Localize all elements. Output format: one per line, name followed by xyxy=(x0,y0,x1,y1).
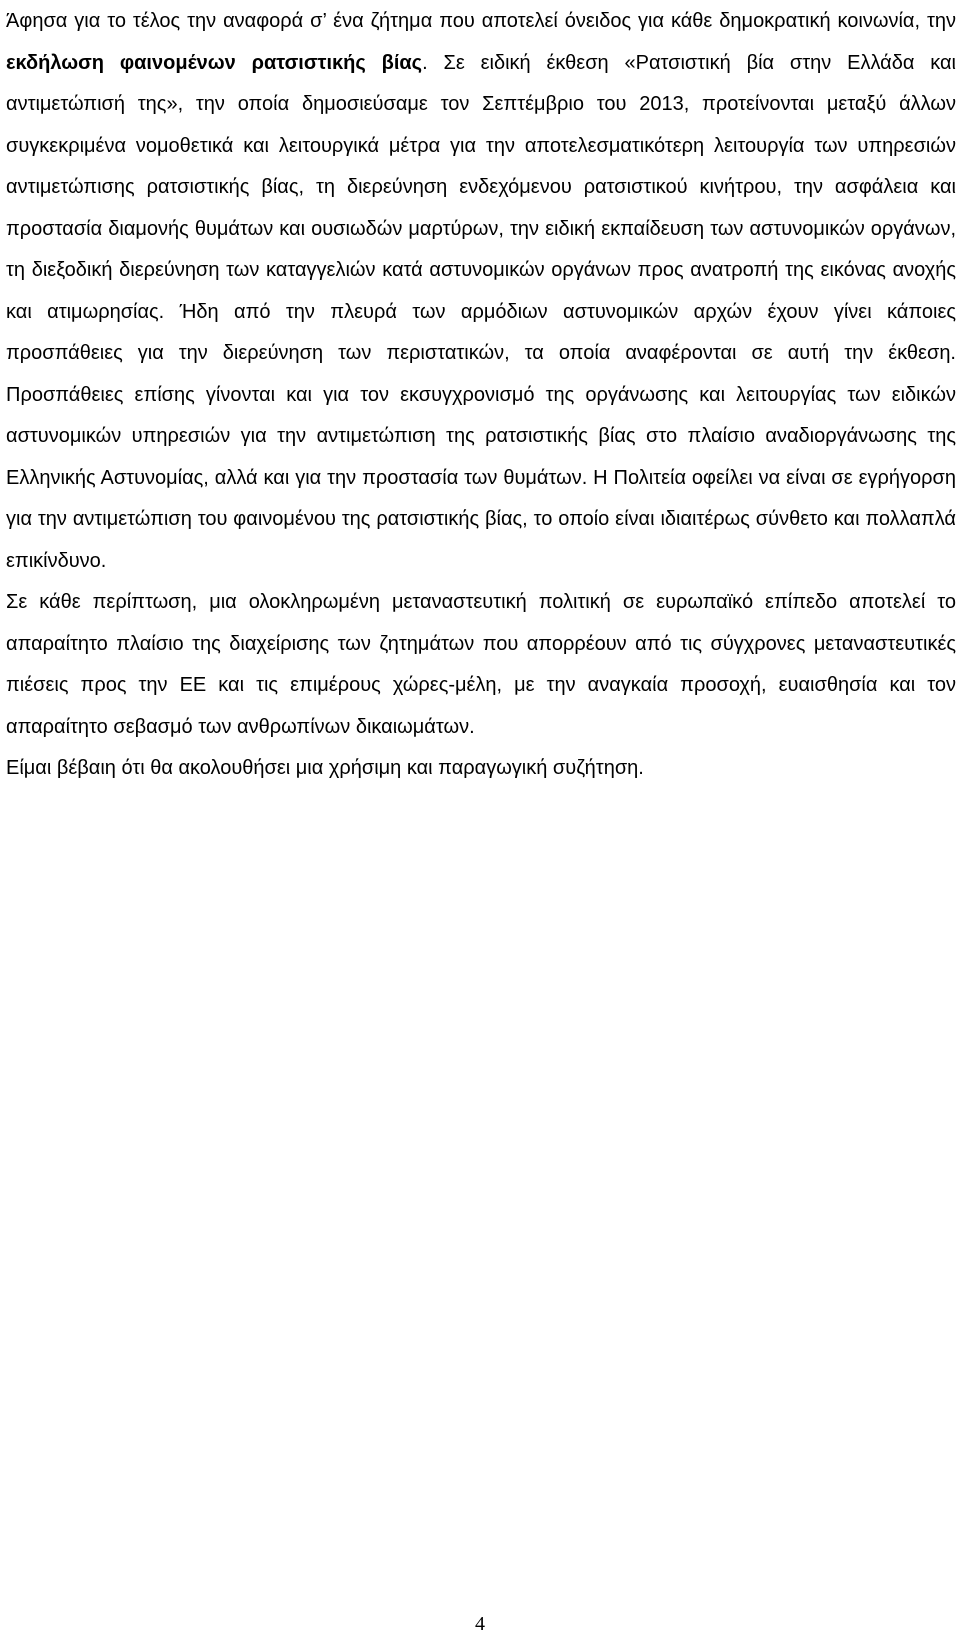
paragraph-segment: Άφησα για το τέλος την αναφορά σ’ ένα ζήτημα που αποτελεί όνειδος για κάθε δημοκρατική κοινωνία, την xyxy=(6,10,956,32)
page-number: 4 xyxy=(475,1613,485,1635)
paragraph-segment: Είμαι βέβαιη ότι θα ακολουθήσει μια χρήσιμη και παραγωγική συζήτηση. xyxy=(6,757,644,779)
paragraph-segment: . Σε ειδική έκθεση «Ρατσιστική βία στην Ελλάδα και αντιμετώπισή της», την οποία δημοσιεύσαμε τον Σεπτέμβριο του 2013, προτείνονται μεταξύ άλλων συγκεκριμένα νομοθετικά και λειτουργικά μέτρα για την αποτελεσματικότερη λειτουργία των υπηρεσιών αντιμετώπισης ρατσιστικής βίας, τη διερεύνηση ενδεχόμενου ρατσιστικού κινήτρου, την ασφάλεια και προστασία διαμονής θυμάτων και ουσιωδών μαρτύρων, την ειδική εκπαίδευση των αστυνομικών οργάνων, τη διεξοδική διερεύνηση των καταγγελιών κατά αστυνομικών οργάνων προς ανατροπή της εικόνας ανοχής και ατιμωρησίας. Ήδη από την πλευρά των αρμόδιων αστυνομικών αρχών έχουν γίνει κάποιες προσπάθειες για την διερεύνηση των περιστατικών, τα οποία αναφέρονται σε αυτή την έκθεση. Προσπάθειες επίσης γίνονται και για τον εκσυγχρονισμό της οργάνωσης και λειτουργίας των ειδικών αστυνομικών υπηρεσιών για την αντιμετώπιση της ρατσιστικής βίας στο πλαίσιο αναδιοργάνωσης της Ελληνικής Αστυνομίας, αλλά και για την προστασία των θυμάτων. Η Πολιτεία οφείλει να είναι σε εγρήγορση για την αντιμετώπιση του φαινομένου της ρατσιστικής βίας, το οποίο είναι ιδιαιτέρως σύνθετο και πολλαπλά επικίνδυνο. xyxy=(6,51,957,572)
paragraph-migration-policy xyxy=(6,582,956,748)
paragraph-segment: Σε κάθε περίπτωση, μια ολοκληρωμένη μεταναστευτική πολιτική σε ευρωπαϊκό επίπεδο αποτελεί το απαραίτητο πλαίσιο της διαχείρισης των ζητημάτων που απορρέουν από τις σύγχρονες μεταναστευτικές πιέσεις προς την ΕΕ και τις επιμέρους χώρες-μέλη, με την αναγκαία προσοχή, ευαισθησία και τον απαραίτητο σεβασμό των ανθρωπίνων δικαιωμάτων. xyxy=(6,591,956,738)
paragraph-segment-bold: εκδήλωση φαινομένων ρατσιστικής βίας xyxy=(6,51,423,74)
paragraph-racist-violence xyxy=(6,1,956,582)
paragraph-closing xyxy=(6,748,956,790)
document-page xyxy=(6,0,956,790)
